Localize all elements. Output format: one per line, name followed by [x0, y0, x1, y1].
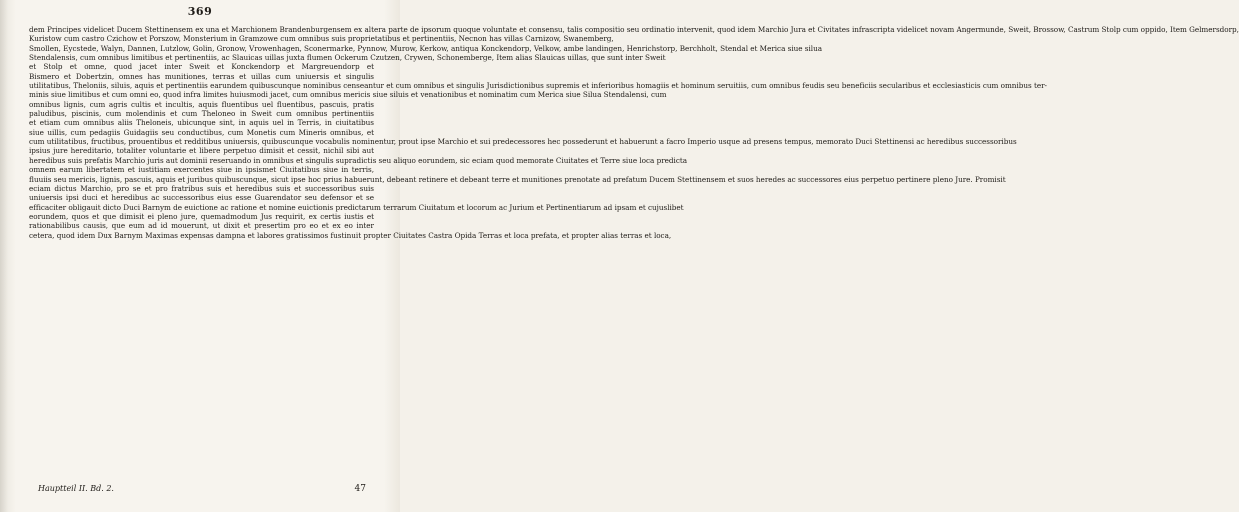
text-line: cum utilitatibus, fructibus, prouentibus et redditibus uniuersis, quibuscunque vocabulis nominentur, prout ipse Marchio et sui predecessores hec possederunt et habuerunt a facro Imperio usque ad presens tempus, memorato Duci Stettinensi ac heredibus successoribus: [29, 137, 1017, 147]
text-line: paludibus, piscinis, cum molendinis et cum Theloneo in Sweit cum omnibus pertinentiis: [29, 109, 374, 119]
text-line: Kuristow cum castro Czichow et Porszow, Monsterium in Gramzowe cum omnibus suis proprietatibus et pertinentiis, Necnon has villas Carnizow, Swanemberg,: [29, 34, 614, 44]
text-line: Smollen, Eycstede, Walyn, Dannen, Lutzlow, Golin, Gronow, Vrowenhagen, Sconermarke, Pynnow, Murow, Kerkow, antiqua Konckendorp, Velkow, ambe landingen, Henrichstorp, Berchholt, Stendal et Merica siue silua: [29, 43, 823, 53]
text-line: eorundem, quos et que dimisit ei pleno jure, quemadmodum Jus requirit, ex certis iustis et: [29, 211, 374, 221]
text-line: siue uillis, cum pedagiis Guidagiis seu conductibus, cum Monetis cum Mineris omnibus, et: [29, 127, 374, 137]
text-line: efficaciter obligauit dicto Duci Barnym de euictione ac ratione et nomine euictionis predictarum terrarum Ciuitatum et locorum ac Jurium et Pertinentiarum ad ipsam et cujuslibet: [29, 202, 684, 212]
text-line: heredibus suis prefatis Marchio juris aut dominii reseruando in omnibus et singulis supradictis seu aliquo eorundem, sic eciam quod memorate Ciuitates et Terre siue loca predicta: [29, 155, 688, 165]
text-line: Bismero et Dobertzin, omnes has munitiones, terras et uillas cum uniuersis et singulis: [29, 71, 374, 81]
text-line: rationabilibus causis, que eum ad id mouerunt, ut dixit et presertim pro eo et ex eo inter: [29, 221, 374, 231]
text-line: [29, 240, 374, 249]
printer-signature: Hauptteil II. Bd. 2.: [38, 484, 114, 493]
text-line: utilitatibus, Theloniis, siluis, aquis et pertinentiis earundem quibuscunque nominibus censeantur et cum omnibus et singulis Jurisdictionibus supremis et inferioribus homagiis et hominum seruitiis, cum omnibus feudis seu beneficiis secularibus et ecclesiasticis cum omnibus ter-: [29, 81, 1047, 91]
text-line: fluuiis seu mericis, lignis, pascuis, aquis et juribus quibuscunque, sicut ipse hoc prius habuerunt, debeant retinere et debeant terre et munitiones prenotate ad prefatum Ducem Stettinensem et suos heredes ac successores eius perpetuo pertinere pleno Jure. Promisit: [29, 174, 1006, 184]
text-line: et etiam cum omnibus aliis Theloneis, ubicunque sint, in aquis uel in Terris, in ciuitatibus: [29, 118, 374, 128]
text-line: eciam dictus Marchio, pro se et pro fratribus suis et heredibus suis et successoribus suis: [29, 183, 374, 193]
sheet-number: 47: [354, 484, 366, 494]
text-line: omnem earum libertatem et iustitiam exercentes siue in ipsismet Ciuitatibus siue in terris,: [29, 165, 374, 175]
text-line: Stendalensis, cum omnibus limitibus et pertinentiis, ac Slauicas uillas juxta flumen Ockerum Czutzen, Crywen, Schonemberge, Item alias Slauicas uillas, que sunt inter Sweit: [29, 53, 666, 63]
scan-edge-shadow: [0, 0, 8, 512]
text-line: uniuersis ipsi duci et heredibus ac successoribus eius esse Guarendator seu defensor et se: [29, 193, 374, 203]
text-line: et Stolp et omne, quod jacet inter Sweit et Konckendorp et Margreuendorp et: [29, 62, 374, 72]
text-line: cetera, quod idem Dux Barnym Maximas expensas dampna et labores gratissimos fustinuit propter Ciuitates Castra Opida Terras et loca prefata, et propter alias terras et loca,: [29, 230, 672, 240]
page-number: 369: [187, 5, 213, 18]
text-line: dem Principes videlicet Ducem Stettinensem ex una et Marchionem Brandenburgensem ex altera parte de ipsorum quoque voluntate et consensu, talis compositio seu ordinatio intervenit, quod idem Marchio Jura et Civitates infrascripta videlicet novam Angermunde, Sweit, Brossow, Castrum Stolp cum oppido, Item Gelmersdorp,: [29, 25, 1239, 34]
text-line: ipsius jure hereditario, totaliter voluntarie et libere perpetuo dimisit et cessit, nichil sibi aut: [29, 146, 374, 156]
text-line: omnibus lignis, cum agris cultis et incultis, aquis fluentibus uel fluentibus, pascuis, pratis: [29, 99, 374, 109]
text-line: minis siue limitibus et cum omni eo, quod infra limites huiusmodi jacet, cum omnibus mericis siue siluis et venationibus et nominatim cum Merica siue Silua Stendalensi, cum: [29, 90, 667, 100]
page-footer: [38, 484, 366, 496]
document-body: [29, 25, 1239, 472]
